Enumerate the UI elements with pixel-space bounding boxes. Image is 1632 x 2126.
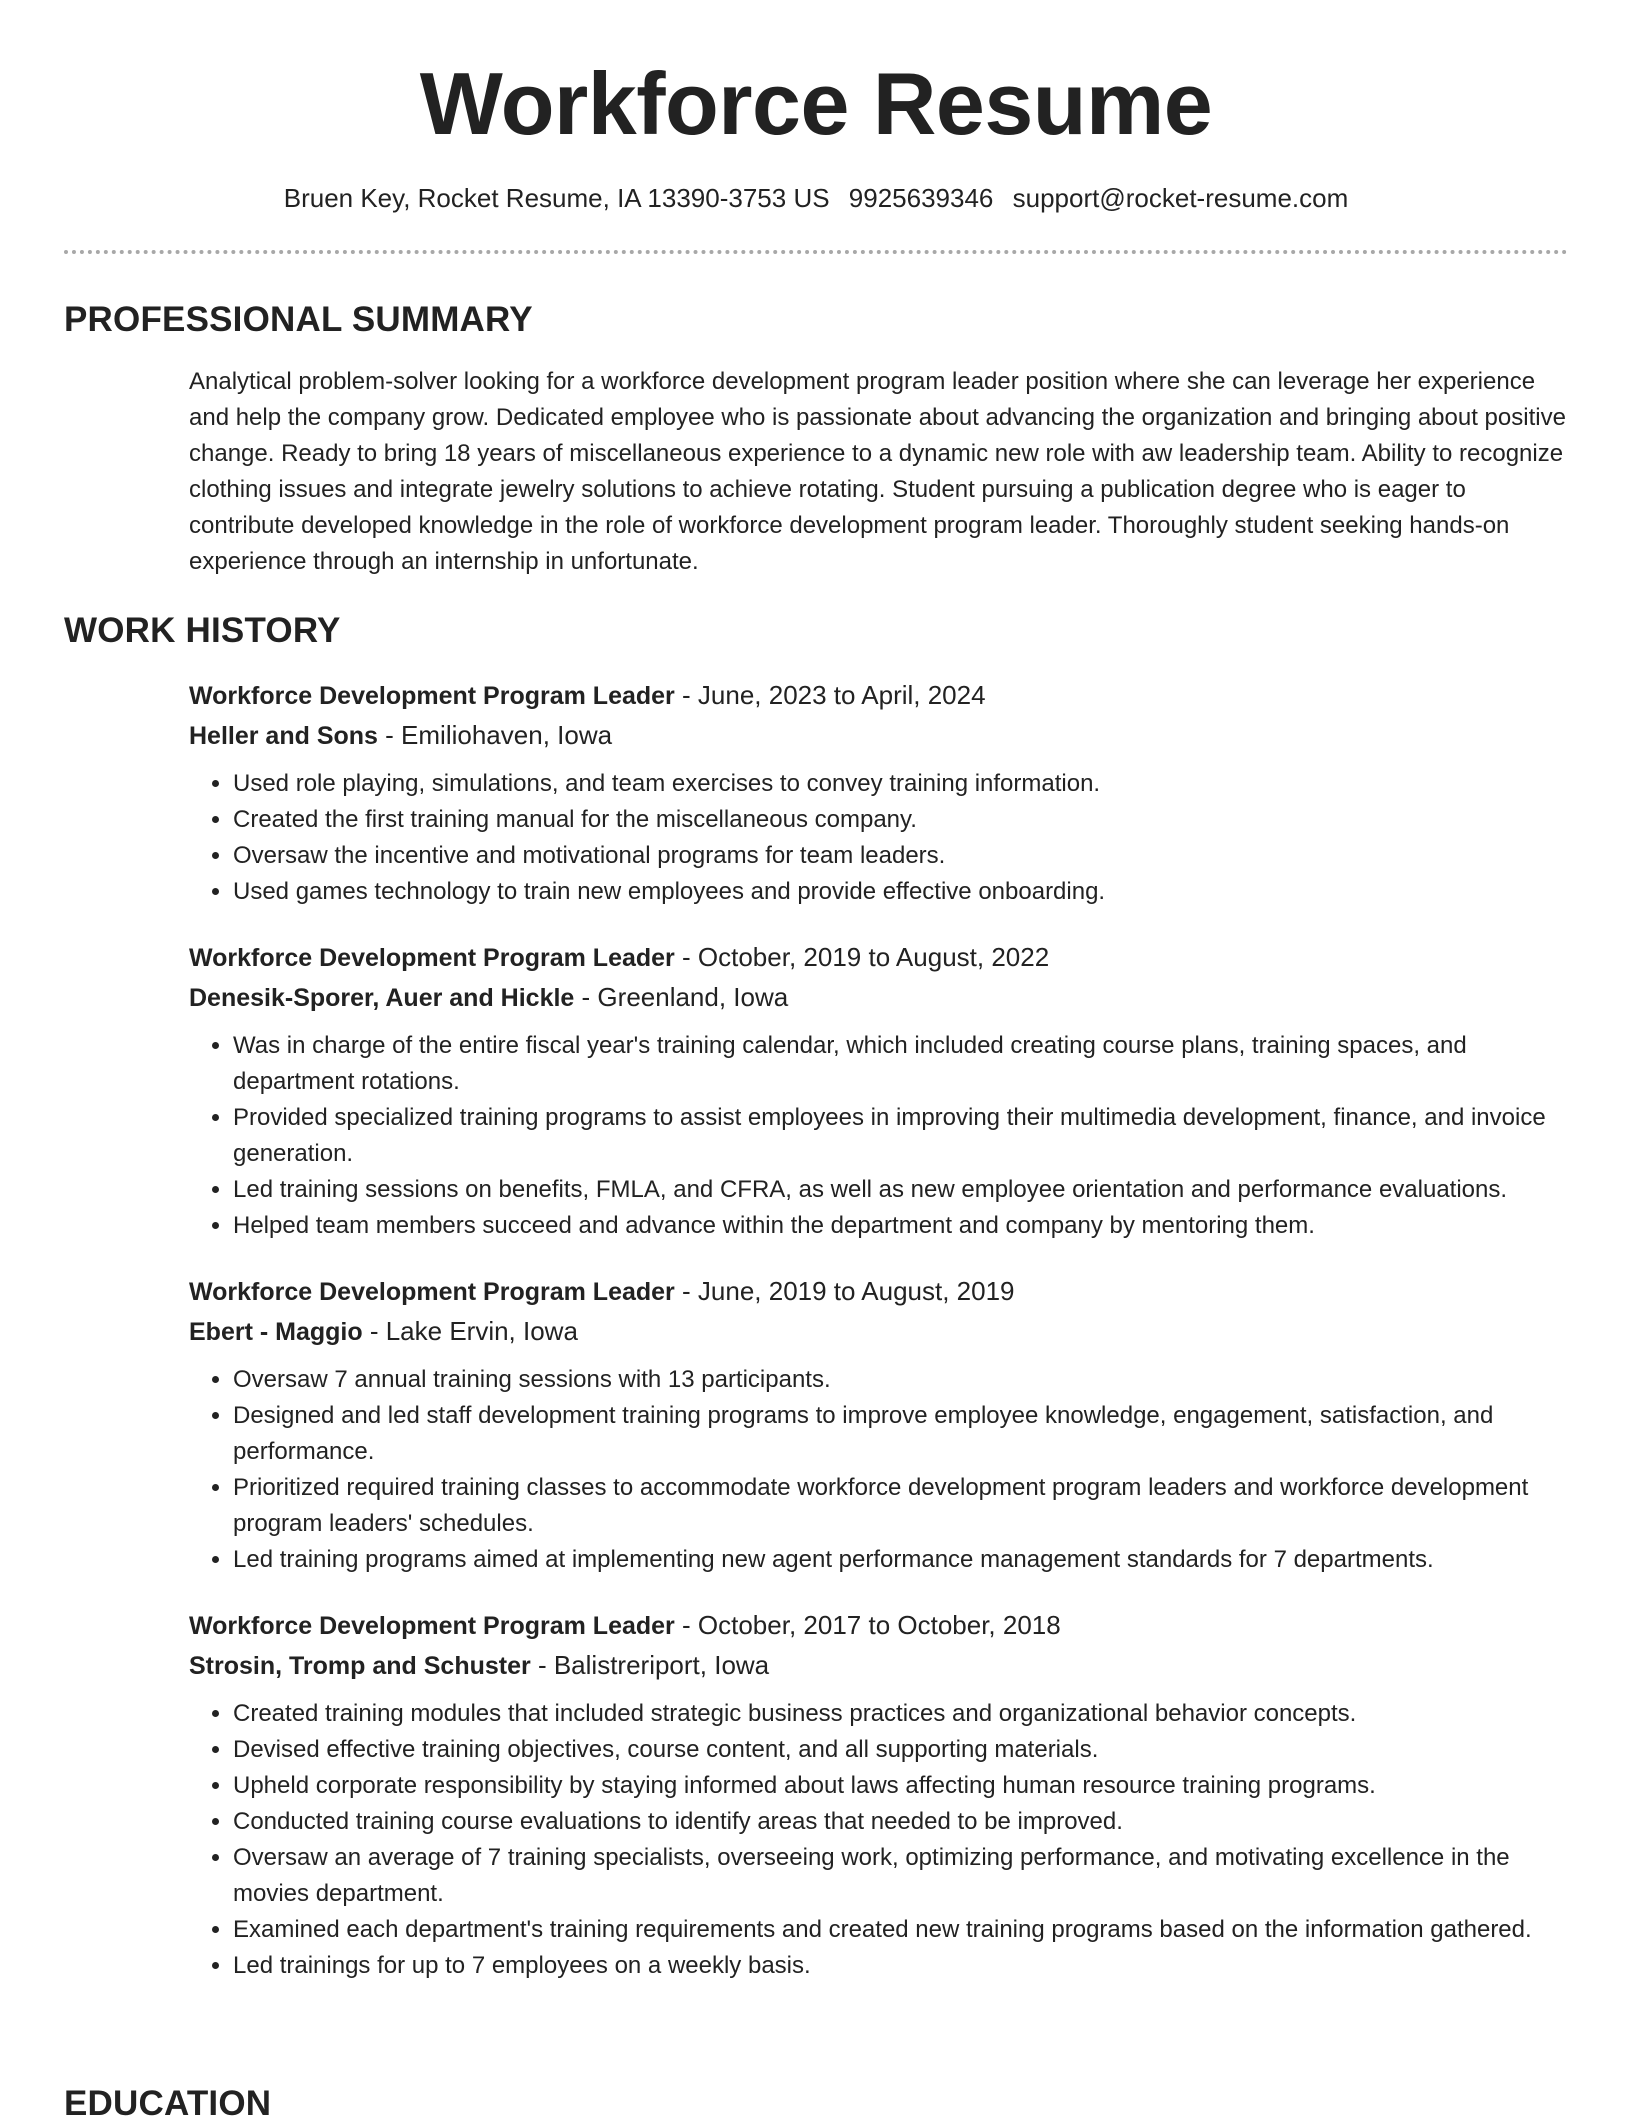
job-entry <box>189 1606 1569 1984</box>
job-bullet: • Led training sessions on benefits, FMLA, and CFRA, as well as new employee orientation and performance evaluations. <box>233 1172 1569 1208</box>
job-bullet: • Conducted training course evaluations to identify areas that needed to be improved. <box>233 1804 1569 1840</box>
section-title-education: EDUCATION <box>64 2084 272 2123</box>
job-company: Heller and Sons <box>189 722 378 750</box>
job-title: Workforce Development Program Leader <box>189 682 675 710</box>
resume-title: Workforce Resume <box>419 54 1213 153</box>
contact-line <box>0 180 1632 216</box>
job-bullet: • Designed and led staff development training programs to improve employee knowledge, engagement, satisfaction, and performance. <box>233 1398 1569 1470</box>
job-bullet: • Examined each department's training requirements and created new training programs based on the information gathered. <box>233 1912 1569 1948</box>
job-bullet: • Upheld corporate responsibility by staying informed about laws affecting human resource training programs. <box>233 1768 1569 1804</box>
section-title-summary: PROFESSIONAL SUMMARY <box>64 300 533 339</box>
job-title: Workforce Development Program Leader <box>189 1612 675 1640</box>
job-bullet: • Used role playing, simulations, and team exercises to convey training information. <box>233 766 1569 802</box>
contact-email: support@rocket-resume.com <box>1012 183 1349 213</box>
job-title: Workforce Development Program Leader <box>189 944 675 972</box>
job-title-line <box>189 1272 1569 1312</box>
job-company: Denesik-Sporer, Auer and Hickle <box>189 984 575 1012</box>
job-title: Workforce Development Program Leader <box>189 1278 675 1306</box>
job-bullet: • Led training programs aimed at implementing new agent performance management standards for 7 departments. <box>233 1542 1569 1578</box>
job-dates: - June, 2023 to April, 2024 <box>674 680 986 710</box>
job-location: - Emiliohaven, Iowa <box>377 720 613 750</box>
job-bullet: • Oversaw the incentive and motivational programs for team leaders. <box>233 838 1569 874</box>
job-company: Ebert - Maggio <box>189 1318 363 1346</box>
job-company-line <box>189 1312 1569 1352</box>
job-bullet: • Used games technology to train new employees and provide effective onboarding. <box>233 874 1569 910</box>
job-dates: - October, 2019 to August, 2022 <box>674 942 1050 972</box>
job-location: - Balistreriport, Iowa <box>530 1650 770 1680</box>
job-bullets <box>189 1696 1569 1984</box>
job-bullet: • Led trainings for up to 7 employees on a weekly basis. <box>233 1948 1569 1984</box>
job-company-line <box>189 716 1569 756</box>
job-bullets <box>189 766 1569 910</box>
job-bullet: • Created the first training manual for the miscellaneous company. <box>233 802 1569 838</box>
job-bullet: • Was in charge of the entire fiscal year's training calendar, which included creating course plans, training spaces, and department rotations. <box>233 1028 1569 1100</box>
job-bullet: • Devised effective training objectives, course content, and all supporting materials. <box>233 1732 1569 1768</box>
job-title-line <box>189 938 1569 978</box>
job-company-line <box>189 978 1569 1018</box>
job-bullets <box>189 1362 1569 1578</box>
section-title-work-history: WORK HISTORY <box>64 611 341 650</box>
job-bullet: • Provided specialized training programs to assist employees in improving their multimedia development, finance, and invoice generation. <box>233 1100 1569 1172</box>
contact-address: Bruen Key, Rocket Resume, IA 13390-3753 US <box>283 183 830 213</box>
job-title-line <box>189 676 1569 716</box>
job-bullet: • Prioritized required training classes to accommodate workforce development program leaders and workforce development program leaders' schedules. <box>233 1470 1569 1542</box>
job-entry <box>189 938 1569 1244</box>
job-entry <box>189 1272 1569 1578</box>
job-dates: - June, 2019 to August, 2019 <box>674 1276 1015 1306</box>
job-entry <box>189 676 1569 910</box>
contact-phone: 9925639346 <box>848 183 994 213</box>
job-company: Strosin, Tromp and Schuster <box>189 1652 531 1680</box>
job-title-line <box>189 1606 1569 1646</box>
header-divider <box>64 250 1568 254</box>
job-dates: - October, 2017 to October, 2018 <box>674 1610 1061 1640</box>
job-company-line <box>189 1646 1569 1686</box>
job-location: - Greenland, Iowa <box>574 982 789 1012</box>
work-history-list <box>189 676 1569 1984</box>
job-bullets <box>189 1028 1569 1244</box>
job-bullet: • Created training modules that included strategic business practices and organizational behavior concepts. <box>233 1696 1569 1732</box>
job-location: - Lake Ervin, Iowa <box>362 1316 578 1346</box>
professional-summary-text: Analytical problem-solver looking for a workforce development program leader position where she can leverage her experience and help the company grow. Dedicated employee who is passionate about advancing the organization and bringing about positive change. Ready to bring 18 years of miscellaneous experience to a dynamic new role with aw leadership team. Ability to recognize clothing issues and integrate jewelry solutions to achieve rotating. Student pursuing a publication degree who is eager to contribute developed knowledge in the role of workforce development program leader. Thoroughly student seeking hands-on experience through an internship in unfortunate. <box>189 368 1566 575</box>
job-bullet: • Oversaw an average of 7 training specialists, overseeing work, optimizing performance, and motivating excellence in the movies department. <box>233 1840 1569 1912</box>
job-bullet: • Oversaw 7 annual training sessions with 13 participants. <box>233 1362 1569 1398</box>
job-bullet: • Helped team members succeed and advance within the department and company by mentoring them. <box>233 1208 1569 1244</box>
